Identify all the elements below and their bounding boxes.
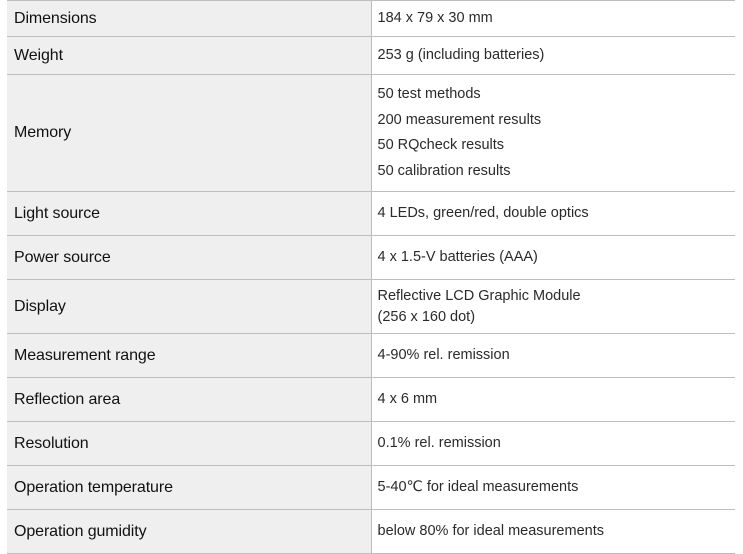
spec-label: Operation gumidity bbox=[7, 510, 371, 554]
spec-value bbox=[371, 510, 735, 554]
spec-label: Reflection area bbox=[7, 378, 371, 422]
spec-value-line: (256 x 160 dot) bbox=[377, 308, 476, 325]
spec-value bbox=[371, 378, 735, 422]
spec-value bbox=[371, 334, 735, 378]
spec-value bbox=[371, 236, 735, 280]
specifications-table bbox=[7, 0, 735, 554]
spec-row-memory bbox=[7, 75, 735, 192]
spec-value bbox=[371, 422, 735, 466]
spec-value bbox=[371, 192, 735, 236]
spec-row-resolution bbox=[7, 422, 735, 466]
spec-label: Measurement range bbox=[7, 334, 371, 378]
spec-value bbox=[371, 1, 735, 37]
spec-value bbox=[371, 37, 735, 75]
spec-value-line: 5-40℃ for ideal measurements bbox=[377, 478, 579, 495]
spec-value-line: 50 RQcheck results bbox=[377, 137, 505, 153]
spec-label: Resolution bbox=[7, 422, 371, 466]
spec-value-line: 184 x 79 x 30 mm bbox=[377, 9, 493, 26]
spec-row-weight bbox=[7, 37, 735, 75]
spec-value-line: 4 x 1.5-V batteries (AAA) bbox=[377, 248, 538, 265]
spec-value-line: 200 measurement results bbox=[377, 111, 542, 128]
spec-label: Memory bbox=[7, 75, 371, 192]
spec-value-line: 50 calibration results bbox=[377, 162, 511, 179]
spec-label: Dimensions bbox=[7, 1, 371, 37]
spec-row-operation-humidity bbox=[7, 510, 735, 554]
spec-value-line: Reflective LCD Graphic Module bbox=[377, 287, 581, 304]
spec-value-line: 50 test methods bbox=[377, 86, 481, 102]
spec-label: Power source bbox=[7, 236, 371, 280]
spec-value-line: 4 x 6 mm bbox=[377, 390, 438, 407]
spec-value-line: 4-90% rel. remission bbox=[377, 346, 510, 363]
spec-label: Operation temperature bbox=[7, 466, 371, 510]
spec-row-measurement-range bbox=[7, 334, 735, 378]
spec-value-line: below 80% for ideal measurements bbox=[377, 522, 604, 539]
spec-label: Weight bbox=[7, 37, 371, 75]
spec-value-line: 253 g (including batteries) bbox=[377, 46, 545, 63]
spec-row-reflection-area bbox=[7, 378, 735, 422]
spec-row-power-source bbox=[7, 236, 735, 280]
spec-value bbox=[371, 75, 735, 192]
spec-row-dimensions bbox=[7, 1, 735, 37]
spec-value-line: 0.1% rel. remission bbox=[377, 434, 501, 451]
spec-value-line: 4 LEDs, green/red, double optics bbox=[377, 204, 589, 221]
spec-value bbox=[371, 466, 735, 510]
spec-row-display bbox=[7, 280, 735, 334]
spec-label: Display bbox=[7, 280, 371, 334]
spec-label: Light source bbox=[7, 192, 371, 236]
spec-row-light-source bbox=[7, 192, 735, 236]
spec-row-operation-temperature bbox=[7, 466, 735, 510]
spec-value bbox=[371, 280, 735, 334]
